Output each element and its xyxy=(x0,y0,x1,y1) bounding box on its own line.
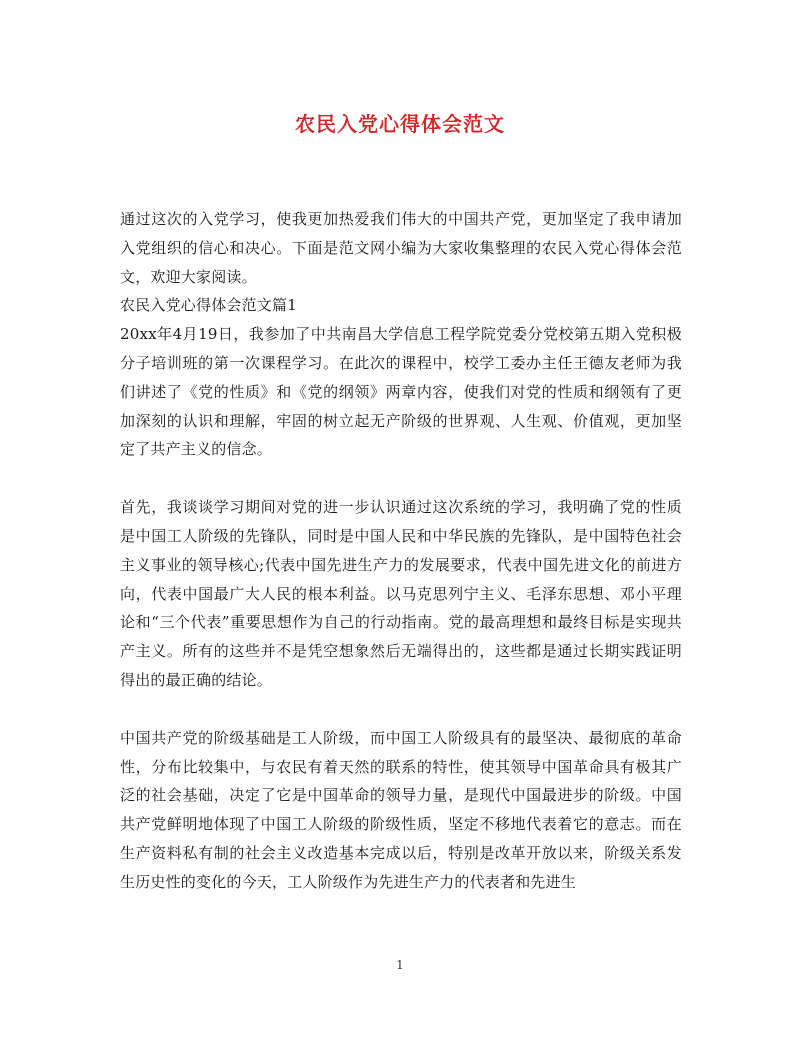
document-title: 农民入党心得体会范文 xyxy=(295,112,505,136)
paragraph-1: 20xx年4月19日，我参加了中共南昌大学信息工程学院党委分党校第五期入党积极分子培训班的第一次课程学习。在此次的课程中，校学工委办主任王德友老师为我们讲述了《党的性质》和《党的纲领》两章内容，使我们对党的性质和纲领有了更加深刻的认识和理解，牢固的树立起无产阶级的世界观、人生观、价值观，更加坚定了共产主义的信念。 xyxy=(120,325,682,459)
paragraph-3: 中国共产党的阶级基础是工人阶级，而中国工人阶级具有的最坚决、最彻底的革命性，分布比较集中，与农民有着天然的联系的特性，使其领导中国革命具有极其广泛的社会基础，决定了它是中国革命的领导力量，是现代中国最进步的阶级。中国共产党鲜明地体现了中国工人阶级的阶级性质，坚定不移地代表着它的意志。而在生产资料私有制的社会主义改造基本完成以后，特别是改革开放以来，阶级关系发生历史性的变化的今天，工人阶级作为先进生产力的代表者和先进生 xyxy=(120,728,682,891)
paragraph-intro: 通过这次的入党学习，使我更加热爱我们伟大的中国共产党，更加坚定了我申请加入党组织的信心和决心。下面是范文网小编为大家收集整理的农民入党心得体会范文，欢迎大家阅读。 xyxy=(120,210,682,286)
paragraph-2: 首先，我谈谈学习期间对党的进一步认识通过这次系统的学习，我明确了党的性质是中国工人阶级的先锋队，同时是中国人民和中华民族的先锋队，是中国特色社会主义事业的领导核心;代表中国先进生产力的发展要求，代表中国先进文化的前进方向，代表中国最广大人民的根本利益。以马克思列宁主义、毛泽东思想、邓小平理论和“三个代表”重要思想作为自己的行动指南。党的最高理想和最终目标是实现共产主义。所有的这些并不是凭空想象然后无端得出的，这些都是通过长期实践证明得出的最正确的结论。 xyxy=(120,498,682,689)
page-number: 1 xyxy=(396,958,404,972)
document-body xyxy=(120,205,682,897)
section-heading: 农民入党心得体会范文篇1 xyxy=(120,296,297,315)
